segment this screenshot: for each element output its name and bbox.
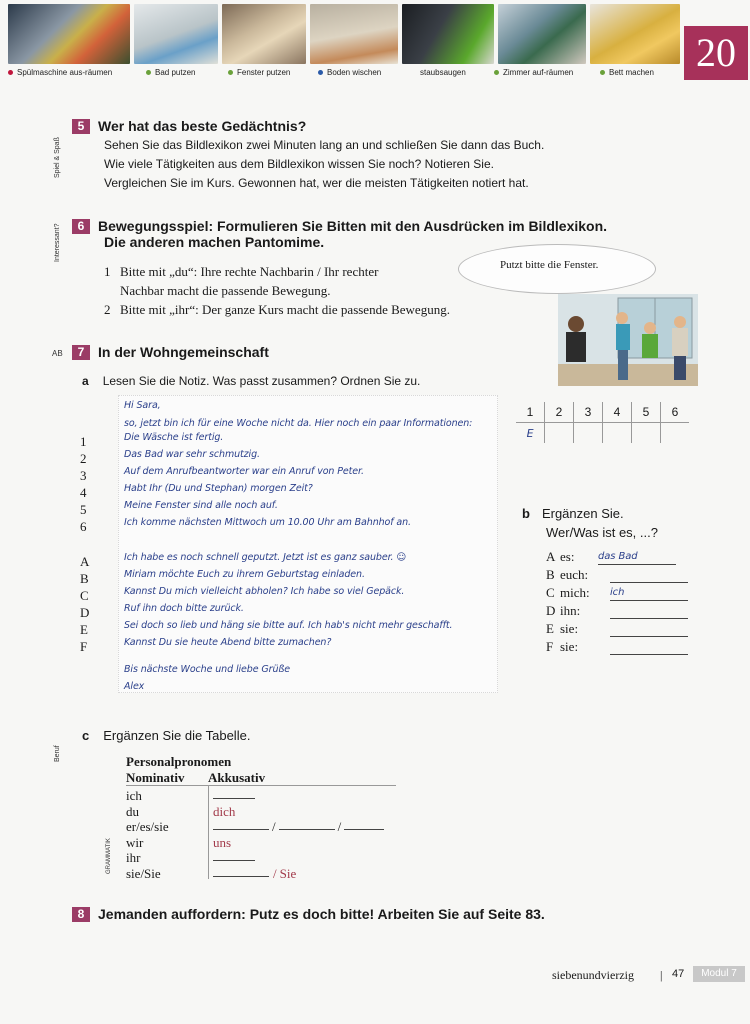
note-answer: Kannst Du sie heute Abend bitte zumachen? — [124, 637, 332, 648]
speech-bubble-text: Putzt bitte die Fenster. — [500, 259, 599, 271]
note-answer: Sei doch so lieb und häng sie bitte auf. Ich hab's nicht mehr geschafft. — [124, 620, 453, 631]
caption-activity-5: staubsaugen — [420, 68, 466, 77]
side-label-interessant: Interessant? — [54, 223, 61, 262]
table-blank[interactable] — [213, 848, 255, 861]
grid-header: 2 — [545, 402, 574, 423]
floor-photo — [310, 4, 398, 64]
answer-blank[interactable] — [610, 619, 688, 637]
grid-answer-cell[interactable] — [603, 423, 632, 444]
table-value: dich — [213, 803, 236, 819]
instruction-line: Wie viele Tätigkeiten aus dem Bildlexikon wissen Sie noch? Notieren Sie. — [104, 157, 494, 171]
grid-header: 6 — [661, 402, 690, 423]
room-photo — [498, 4, 586, 64]
bathroom-photo — [134, 4, 218, 64]
note-item: Das Bad war sehr schmutzig. — [124, 449, 260, 460]
table-value: uns — [213, 834, 232, 850]
exercise-number: 7 — [72, 345, 90, 360]
note-intro: so, jetzt bin ich für eine Woche nicht da. Hier noch ein paar Informationen: — [124, 418, 473, 429]
column-header: Akkusativ — [208, 770, 266, 785]
caption-activity-1: Spülmaschine aus-räumen — [8, 68, 112, 77]
grid-header: 1 — [516, 402, 545, 423]
note-closing: Bis nächste Woche und liebe Grüße — [124, 664, 290, 675]
exercise-7-title: 7 In der Wohngemeinschaft — [72, 344, 269, 360]
exercise-7b-title: b Ergänzen Sie. — [522, 506, 624, 521]
chapter-number: 20 — [684, 26, 748, 80]
table-blank[interactable] — [213, 817, 269, 830]
note-item: Die Wäsche ist fertig. — [124, 432, 224, 443]
grid-answer-cell[interactable]: E — [516, 423, 545, 444]
note-signature: Alex — [124, 681, 145, 692]
table-blank[interactable] — [279, 817, 335, 830]
grid-answer-cell[interactable] — [574, 423, 603, 444]
bullet-dot-icon — [228, 70, 233, 75]
table-value: Sie — [279, 865, 297, 881]
note-answer: Kannst Du mich vielleicht abholen? Ich habe so viel Gepäck. — [124, 586, 405, 597]
grid-answer-cell[interactable] — [632, 423, 661, 444]
exercise-number: 8 — [72, 907, 90, 922]
exercise-8: 8 Jemanden auffordern: Putz es doch bitte! Arbeiten Sie auf Seite 83. — [72, 906, 545, 922]
caption-activity-6: Zimmer auf-räumen — [494, 68, 573, 77]
grid-answer-cell[interactable] — [661, 423, 690, 444]
note-items: 1 Die Wäsche ist fertig. 2 Das Bad war sehr schmutzig. 3 Auf dem Anrufbeantworter war ein Anruf von Peter. 4 Habt Ihr (Du und Stephan) morgen Zeit? 5 Meine Fenster sind alle noch auf. 6 Ich komme nächsten Mittwoch um 10.00 Uhr am Bahnhof an. — [80, 432, 411, 534]
dishwasher-photo — [8, 4, 130, 64]
header-photo-strip — [8, 0, 680, 66]
grid-answer-cell[interactable] — [545, 423, 574, 444]
grid-header: 3 — [574, 402, 603, 423]
bullet-dot-icon — [8, 70, 13, 75]
exercise-7b-items: A es: das Bad B euch: C mich: ich D ihn: E sie: F sie: — [546, 547, 696, 655]
illustration-people-cleaning — [558, 294, 698, 386]
answer-blank[interactable] — [610, 565, 688, 583]
note-answer: Miriam möchte Euch zu ihrem Geburtstag einladen. — [124, 569, 365, 580]
table-blank[interactable] — [213, 864, 269, 877]
exercise-7c-instruction: c Ergänzen Sie die Tabelle. — [82, 728, 251, 743]
caption-activity-3: Fenster putzen — [228, 68, 290, 77]
page-number: 47 — [672, 968, 685, 980]
exercise-7b-subtitle: Wer/Was ist es, ...? — [546, 525, 658, 540]
note-item: Ich komme nächsten Mittwoch um 10.00 Uhr am Bahnhof an. — [124, 517, 411, 528]
answer-blank[interactable]: ich — [610, 583, 688, 601]
exercise-number: 5 — [72, 119, 90, 134]
note-item: Meine Fenster sind alle noch auf. — [124, 500, 278, 511]
exercise-title: Bewegungsspiel: Formulieren Sie Bitten mit den Ausdrücken im Bildlexikon. — [98, 218, 608, 234]
grid-header: 5 — [632, 402, 661, 423]
bullet-dot-icon — [600, 70, 605, 75]
answer-blank[interactable]: das Bad — [598, 547, 676, 565]
exercise-title: Wer hat das beste Gedächtnis? — [98, 118, 307, 134]
instruction-line: Sehen Sie das Bildlexikon zwei Minuten lang an und schließen Sie dann das Buch. — [104, 138, 545, 152]
pronoun-table: Personalpronomen Nominativ Akkusativ ich du dich er/es/sie / / wir uns ihr sie/Sie / Sie — [126, 752, 396, 879]
exercise-6-items: 1 Bitte mit „du“: Ihre rechte Nachbarin / Ihr rechter Nachbar macht die passende Bewegung. 2 Bitte mit „ihr“: Der ganze Kurs macht die passende Bewegung. — [104, 262, 484, 319]
side-label-beruf: Beruf — [54, 745, 61, 762]
exercise-title-line2: Die anderen machen Pantomime. — [104, 234, 325, 250]
caption-activity-2: Bad putzen — [146, 68, 195, 77]
table-title: Personalpronomen — [126, 754, 232, 769]
bullet-dot-icon — [494, 70, 499, 75]
caption-activity-4: Boden wischen — [318, 68, 381, 77]
side-label-ab: AB — [52, 349, 63, 358]
note-answer: Ruf ihn doch bitte zurück. — [124, 603, 244, 614]
note-item: Auf dem Anrufbeantworter war ein Anruf von Peter. — [124, 466, 364, 477]
window-photo — [222, 4, 306, 64]
item-text: Nachbar macht die passende Bewegung. — [120, 283, 331, 298]
bed-photo — [590, 4, 680, 64]
bullet-dot-icon — [146, 70, 151, 75]
instruction-line: Vergleichen Sie im Kurs. Gewonnen hat, wer die meisten Tätigkeiten notiert hat. — [104, 176, 529, 190]
note-answer: Ich habe es noch schnell geputzt. Jetzt ist es ganz sauber. ☺ — [124, 552, 407, 563]
grid-header: 4 — [603, 402, 632, 423]
answer-blank[interactable] — [610, 601, 688, 619]
exercise-number: 6 — [72, 219, 90, 234]
module-label: Modul 7 — [693, 966, 745, 982]
column-header: Nominativ — [126, 770, 185, 785]
table-blank[interactable] — [213, 786, 255, 799]
note-greeting: Hi Sara, — [124, 400, 161, 411]
item-text: Bitte mit „ihr“: Der ganze Kurs macht die passende Bewegung. — [120, 302, 450, 317]
matching-grid — [516, 402, 689, 443]
side-label-grammatik: GRAMMATIK — [106, 838, 112, 874]
exercise-7a-instruction: a Lesen Sie die Notiz. Was passt zusammen? Ordnen Sie zu. — [82, 374, 421, 388]
vacuum-photo — [402, 4, 494, 64]
exercise-5 — [72, 118, 544, 193]
caption-activity-7: Bett machen — [600, 68, 654, 77]
footer-separator: | — [660, 968, 663, 982]
note-item: Habt Ihr (Du und Stephan) morgen Zeit? — [124, 483, 313, 494]
page-word: siebenundvierzig — [552, 968, 634, 982]
table-blank[interactable] — [344, 817, 384, 830]
item-text: Bitte mit „du“: Ihre rechte Nachbarin / Ihr rechter — [120, 264, 379, 279]
note-answers: A Ich habe es noch schnell geputzt. Jetzt ist es ganz sauber. ☺ B Miriam möchte Euch zu ihrem Geburtstag einladen. C Kannst Du mich vielleicht abholen? Ich habe so viel Gepäck. D Ruf ihn doch bitte zurück. E Sei doch so lieb und häng sie bitte auf. Ich hab's nicht mehr geschafft. F Kannst Du sie heute Abend bitte zumachen? — [80, 552, 453, 654]
answer-blank[interactable] — [610, 637, 688, 655]
bullet-dot-icon — [318, 70, 323, 75]
side-label-spiel: Spiel & Spaß — [54, 137, 61, 178]
